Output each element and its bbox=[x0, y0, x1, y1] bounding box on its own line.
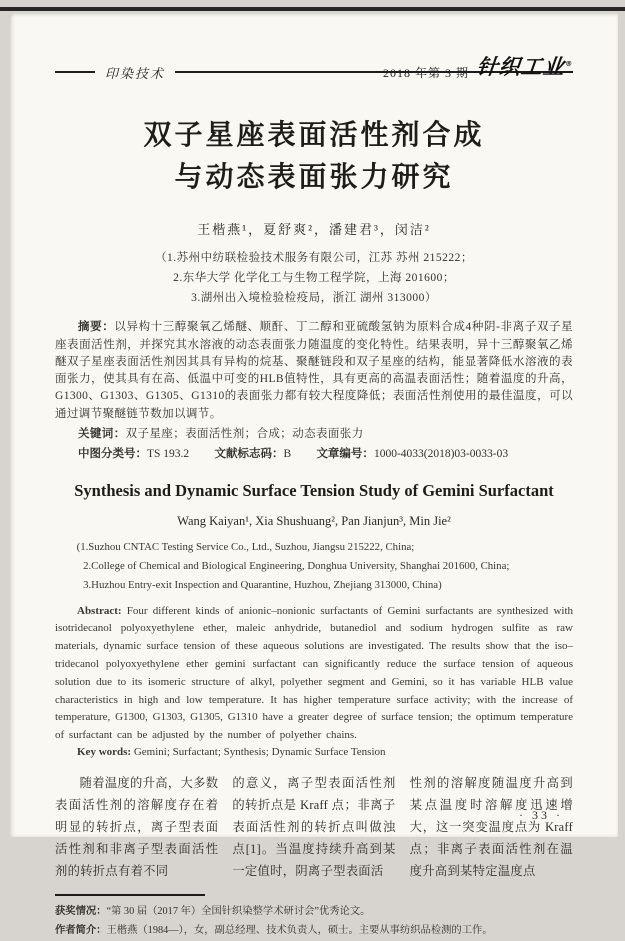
english-affiliation-3: 3.Huzhou Entry-exit Inspection and Quarantine, Huzhou, Zhejiang 313000, China) bbox=[83, 578, 442, 591]
keywords-zh bbox=[55, 425, 573, 441]
english-affiliations bbox=[55, 538, 573, 595]
footnote-block bbox=[55, 894, 573, 940]
doc-code-value: B bbox=[283, 447, 292, 460]
english-keywords bbox=[55, 746, 573, 758]
doc-code-label: 文献标志码： bbox=[214, 447, 284, 460]
keywords-zh-label: 关键词： bbox=[78, 427, 126, 440]
meta-line bbox=[55, 445, 573, 461]
journal-page bbox=[10, 13, 618, 937]
english-keywords-text: Gemini; Surfactant; Synthesis; Dynamic Surface Tension bbox=[133, 746, 386, 759]
author-bio-text: 王楷燕（1984—），女，副总经理、技术负责人，硕士。主要从事纺织品检测的工作。 bbox=[106, 925, 493, 937]
body-text bbox=[55, 773, 573, 882]
affiliation-zh-3: 3.湖州出入境检验检疫局，浙江 湖州 313000） bbox=[191, 292, 437, 305]
affiliations-zh bbox=[55, 248, 573, 308]
section-label: 印染技术 bbox=[105, 65, 166, 81]
journal-logo bbox=[475, 51, 574, 81]
keywords-zh-text: 双子星座；表面活性剂；合成；动态表面张力 bbox=[125, 427, 364, 440]
article-id-label: 文章编号： bbox=[316, 447, 374, 460]
affiliation-zh-1: （1.苏州中纺联检验技术服务有限公司，江苏 苏州 215222； bbox=[155, 252, 473, 264]
author-bio-note bbox=[55, 921, 573, 940]
footnote-divider bbox=[55, 894, 205, 896]
body-column-1: 随着温度的升高，大多数表面活性剂的溶解度存在着明显的转折点，离子型表面活性剂和非离子型表面活性剂的转折点有着不同 bbox=[55, 776, 219, 878]
abstract-zh-label: 摘要： bbox=[78, 321, 115, 334]
page-number: · 33 · bbox=[519, 808, 563, 822]
registered-mark: ® bbox=[564, 59, 574, 68]
award-note bbox=[55, 902, 573, 921]
article-id-value: 1000-4033(2018)03-0033-03 bbox=[373, 447, 509, 460]
abstract-zh bbox=[55, 319, 573, 423]
award-text: “第 30 届（2017 年）全国针织染整学术研讨会”优秀论文。 bbox=[106, 906, 371, 918]
english-affiliation-1: (1.Suzhou CNTAC Testing Service Co., Ltd., Suzhou, Jiangsu 215222, China; bbox=[76, 540, 415, 553]
authors-zh: 王楷燕¹，夏舒爽²，潘建君³，闵洁² bbox=[197, 222, 431, 237]
english-abstract bbox=[55, 603, 573, 746]
english-affiliation-2: 2.College of Chemical and Biological Engineering, Donghua University, Shanghai 201600, China; bbox=[83, 559, 510, 572]
english-abstract-text: Four different kinds of anionic–nonionic surfactants of Gemini surfactants are synthesized with isotridecanol polyoxyethylene ether, maleic anhydride, butanediol and sodium hydrogen sulfite as raw materials, dynamic surface tension of these aqueous solutions are investigated. The results show that the iso–tridecanol polyoxyethylene ether gemini surfactant can significantly reduce the surface tension of aqueous solution due to its isomeric structure of alkyl, polyether segment and Gemini, so it has variable HLB value characteristics in high and low temperature. It has higher temperature surface activity; with the increase of temperature, G1300, G1303, G1305, G1310 have a greater degree of surface tension; the optimum temperature of surfactant can be adjusted by the number of polyether chains. bbox=[55, 604, 574, 742]
english-abstract-label: Abstract: bbox=[77, 604, 122, 617]
english-title: Synthesis and Dynamic Surface Tension Study of Gemini Surfactant bbox=[74, 480, 554, 500]
clc-label: 中图分类号： bbox=[78, 447, 147, 460]
page-header bbox=[55, 54, 574, 85]
affiliation-zh-2: 2.东华大学 化学化工与生物工程学院，上海 201600； bbox=[173, 272, 455, 285]
article-title bbox=[55, 115, 573, 199]
scan-edge-artifact bbox=[0, 7, 625, 11]
clc-value: TS 193.2 bbox=[147, 447, 190, 460]
issue-label: 2018 年第 3 期 bbox=[382, 66, 469, 80]
english-authors: Wang Kaiyan¹, Xia Shushuang², Pan Jianjun³, Min Jie² bbox=[177, 513, 451, 528]
journal-logo-text: 针织工业 bbox=[475, 54, 567, 79]
article-title-line2: 与动态表面张力研究 bbox=[174, 162, 454, 193]
award-label: 获奖情况： bbox=[55, 906, 107, 918]
header-issue-block bbox=[383, 51, 573, 81]
article-title-line1: 双子星座表面活性剂合成 bbox=[143, 120, 485, 151]
header-dash-left bbox=[55, 71, 95, 73]
abstract-zh-text: 以异构十三醇聚氧乙烯醚、顺酐、丁二醇和亚硫酸氢钠为原料合成4种阴-非离子双子星座表面活性剂，并探究其水溶液的动态表面张力随温度的变化特性。结果表明，异十三醇聚氧乙烯醚双子星座表面活性剂因其具有异构的烷基、聚醚链段和双子星座的结构，能显著降低水溶液的表面张力，使其具有在高、低温中可变的HLB值特性，具有更高的高温表面活性；随着温度的升高，G1300、G1303、G1305、G1310的表面张力都有较大程度降低；表面活性剂使用的最佳温度，可以通过调节聚醚链节数加以调节。 bbox=[55, 321, 573, 420]
body-column-3: 性剂的溶解度随温度升高到某点温度时溶解度迅速增大，这一突变温度点为 Kraff 点；非离子表面活性剂在温度升高到某特定温度点 bbox=[409, 776, 573, 878]
english-keywords-label: Key words: bbox=[77, 746, 132, 759]
author-bio-label: 作者简介： bbox=[55, 925, 107, 937]
body-column-2: 的意义，离子型表面活性剂的转折点是 Kraff 点；非离子表面活性剂的转折点叫做浊点[1]。当温度持续升高到某一定值时，阴离子型表面活 bbox=[232, 776, 396, 878]
